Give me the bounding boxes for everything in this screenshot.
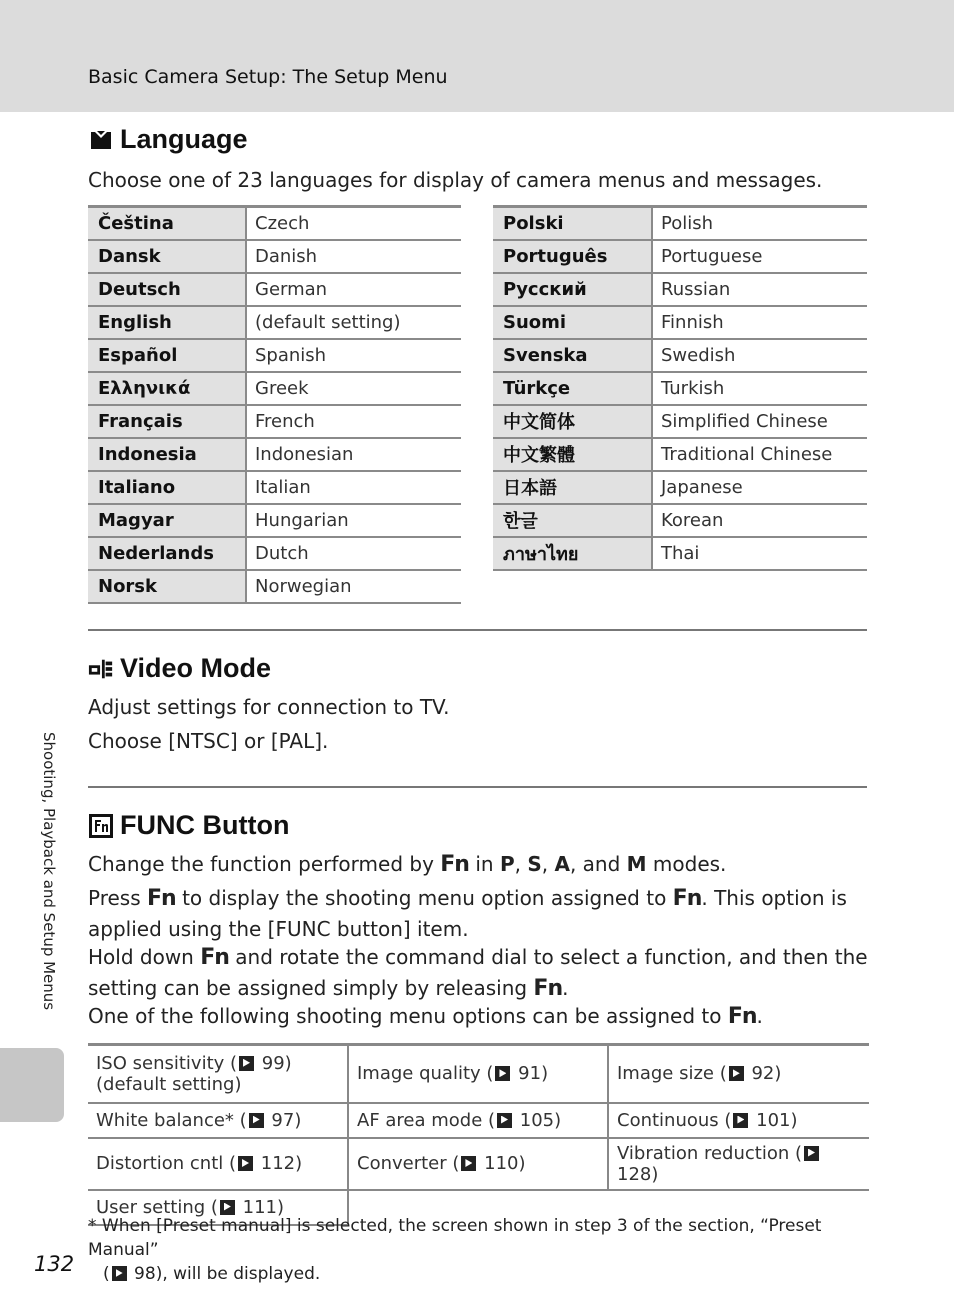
language-row	[88, 537, 461, 570]
language-row	[88, 240, 461, 273]
video-mode-line1: Adjust settings for connection to TV.	[88, 695, 450, 719]
language-row	[88, 273, 461, 306]
language-row	[493, 240, 867, 273]
func-button-heading: FUNC Button	[88, 810, 289, 841]
language-english-name: Spanish	[246, 339, 461, 372]
fn-button-icon: Fn	[672, 886, 702, 911]
language-english-name: Russian	[652, 273, 867, 306]
page-ref-icon	[249, 1113, 264, 1128]
language-english-name: Portuguese	[652, 240, 867, 273]
language-table-right	[493, 205, 867, 571]
func-paragraph-1: Change the function performed by Fn in P, S, A, and M modes.	[88, 852, 727, 877]
language-row	[88, 471, 461, 504]
language-english-name: Traditional Chinese	[652, 438, 867, 471]
language-icon	[88, 128, 114, 152]
language-native-name: Nederlands	[88, 537, 246, 570]
func-icon	[88, 814, 114, 838]
language-native-name: Español	[88, 339, 246, 372]
func-options-table	[88, 1043, 869, 1226]
page-number: 132	[34, 1252, 75, 1276]
language-row	[493, 471, 867, 504]
language-english-name: Turkish	[652, 372, 867, 405]
language-row	[493, 405, 867, 438]
language-row	[88, 339, 461, 372]
fn-button-icon: Fn	[147, 886, 176, 911]
option-cell: Distortion cntl ( 112)	[88, 1138, 348, 1190]
language-row	[493, 438, 867, 471]
page-ref-icon	[220, 1200, 235, 1215]
language-intro: Choose one of 23 languages for display of camera menus and messages.	[88, 168, 823, 192]
option-cell: Image quality ( 91)	[348, 1045, 608, 1103]
language-native-name: Indonesia	[88, 438, 246, 471]
language-english-name: Swedish	[652, 339, 867, 372]
language-native-name: Čeština	[88, 207, 246, 240]
language-row	[88, 570, 461, 603]
language-english-name: Danish	[246, 240, 461, 273]
language-english-name: Greek	[246, 372, 461, 405]
language-row	[88, 207, 461, 240]
language-english-name: Norwegian	[246, 570, 461, 603]
language-native-name: 中文简体	[493, 405, 652, 438]
page-ref-icon	[238, 1156, 253, 1171]
language-native-name: English	[88, 306, 246, 339]
option-cell: Converter ( 110)	[348, 1138, 608, 1190]
fn-button-icon: Fn	[440, 852, 469, 877]
language-english-name: Korean	[652, 504, 867, 537]
video-mode-heading: Video Mode	[88, 653, 271, 684]
language-row	[493, 504, 867, 537]
language-english-name: Hungarian	[246, 504, 461, 537]
language-english-name: (default setting)	[246, 306, 461, 339]
option-cell: ISO sensitivity ( 99) (default setting)	[88, 1045, 348, 1103]
language-row	[88, 504, 461, 537]
language-native-name: Türkçe	[493, 372, 652, 405]
mode-m: M	[626, 852, 647, 876]
language-row	[493, 207, 867, 240]
language-native-name: 한글	[493, 504, 652, 537]
option-cell: AF area mode ( 105)	[348, 1103, 608, 1138]
language-english-name: Simplified Chinese	[652, 405, 867, 438]
language-english-name: Finnish	[652, 306, 867, 339]
language-english-name: Czech	[246, 207, 461, 240]
option-cell: White balance* ( 97)	[88, 1103, 348, 1138]
mode-s: S	[527, 852, 542, 876]
page-ref-icon	[239, 1056, 254, 1071]
language-native-name: Русский	[493, 273, 652, 306]
option-cell: Image size ( 92)	[608, 1045, 869, 1103]
language-row	[88, 372, 461, 405]
footnote: * When [Preset manual] is selected, the screen shown in step 3 of the section, “Preset Manual” ( 98), will be displayed.	[88, 1216, 822, 1284]
language-row	[88, 405, 461, 438]
language-native-name: Italiano	[88, 471, 246, 504]
mode-a: A	[554, 852, 570, 876]
language-english-name: Japanese	[652, 471, 867, 504]
section-divider	[88, 629, 867, 631]
language-row	[493, 372, 867, 405]
language-english-name: Italian	[246, 471, 461, 504]
fn-button-icon: Fn	[727, 1004, 757, 1029]
language-native-name: ภาษาไทย	[493, 537, 652, 570]
func-paragraph-4: One of the following shooting menu options can be assigned to Fn.	[88, 1004, 763, 1029]
func-paragraph-3: Hold down Fn and rotate the command dial to select a function, and then the setting can be assigned simply by releasing Fn.	[88, 945, 868, 1001]
side-tab	[0, 1048, 64, 1122]
video-mode-icon	[88, 657, 114, 681]
running-header: Basic Camera Setup: The Setup Menu	[88, 66, 448, 88]
language-row	[88, 438, 461, 471]
language-english-name: German	[246, 273, 461, 306]
page-ref-icon	[112, 1266, 127, 1281]
language-row	[493, 339, 867, 372]
language-english-name: Thai	[652, 537, 867, 570]
language-row	[493, 306, 867, 339]
page-ref-icon	[495, 1066, 510, 1081]
language-native-name: Deutsch	[88, 273, 246, 306]
option-cell: User setting ( 111)	[88, 1190, 348, 1225]
section-divider	[88, 786, 867, 788]
language-native-name: Dansk	[88, 240, 246, 273]
language-row	[493, 537, 867, 570]
page-ref-icon	[729, 1066, 744, 1081]
language-english-name: Indonesian	[246, 438, 461, 471]
language-english-name: French	[246, 405, 461, 438]
header-band	[0, 0, 954, 112]
language-row	[493, 273, 867, 306]
language-english-name: Polish	[652, 207, 867, 240]
page-ref-icon	[804, 1146, 819, 1161]
language-heading: Language	[88, 124, 248, 155]
language-native-name: Ελληνικά	[88, 372, 246, 405]
fn-button-icon: Fn	[533, 976, 563, 1001]
mode-p: P	[499, 852, 515, 876]
language-table-left	[88, 205, 461, 604]
page-ref-icon	[461, 1156, 476, 1171]
language-native-name: 中文繁體	[493, 438, 652, 471]
language-native-name: Polski	[493, 207, 652, 240]
language-native-name: 日本語	[493, 471, 652, 504]
option-cell: Continuous ( 101)	[608, 1103, 869, 1138]
language-native-name: Svenska	[493, 339, 652, 372]
video-mode-line2: Choose [NTSC] or [PAL].	[88, 729, 329, 753]
language-english-name: Dutch	[246, 537, 461, 570]
page-ref-icon	[733, 1113, 748, 1128]
language-native-name: Suomi	[493, 306, 652, 339]
language-native-name: Magyar	[88, 504, 246, 537]
language-native-name: Português	[493, 240, 652, 273]
option-cell: Vibration reduction ( 128)	[608, 1138, 869, 1190]
language-native-name: Français	[88, 405, 246, 438]
page-ref-icon	[497, 1113, 512, 1128]
side-section-label: Shooting, Playback and Setup Menus	[40, 732, 58, 1011]
func-paragraph-2: Press Fn to display the shooting menu option assigned to Fn. This option is applied using the [FUNC button] item.	[88, 886, 847, 941]
fn-button-icon: Fn	[200, 945, 229, 970]
language-native-name: Norsk	[88, 570, 246, 603]
language-row	[88, 306, 461, 339]
